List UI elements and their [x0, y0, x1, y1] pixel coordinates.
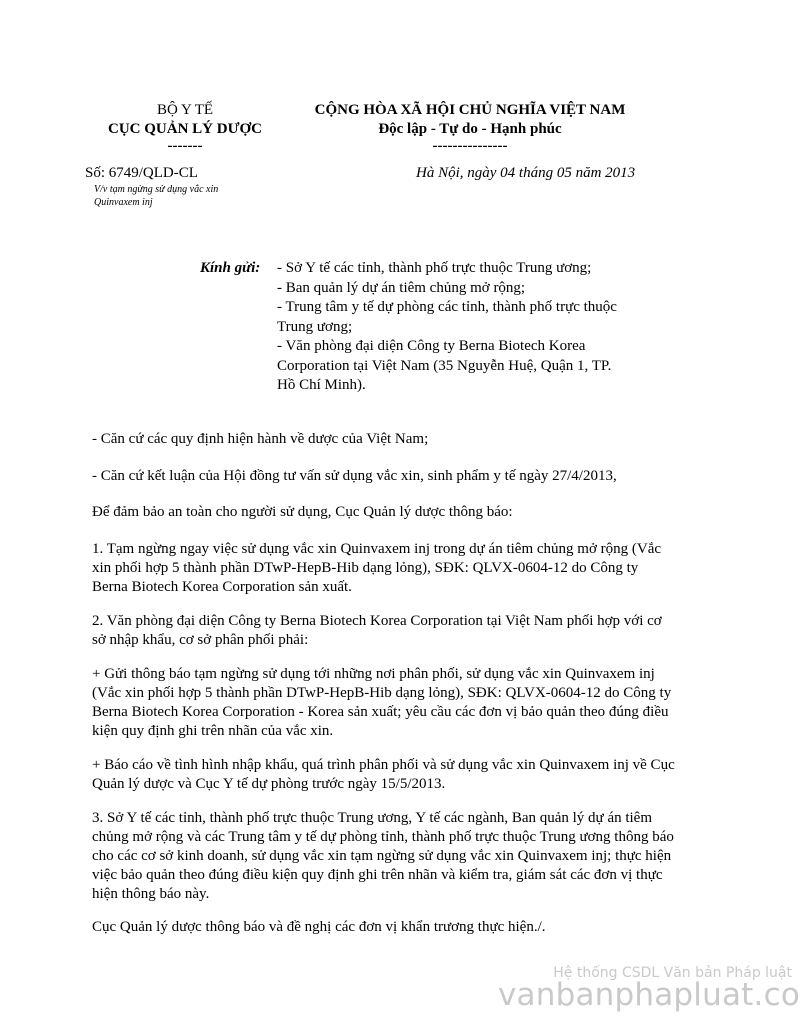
nation-title: CỘNG HÒA XÃ HỘI CHỦ NGHĨA VIỆT NAM: [314, 102, 626, 118]
national-header: [280, 101, 660, 153]
paragraph-line: Quản lý dược và Cục Y tế dự phòng trước ngày 15/5/2013.: [92, 776, 446, 792]
intro-paragraph: Để đảm bảo an toàn cho người sử dụng, Cục Quản lý dược thông báo:: [92, 504, 513, 520]
paragraph-line: chủng mở rộng và các Trung tâm y tế dự phòng tỉnh, thành phố trực thuộc Trung ương thông báo: [92, 829, 674, 845]
document-number: Số: 6749/QLD-CL: [85, 165, 198, 181]
paragraph-line: 3. Sở Y tế các tỉnh, thành phố trực thuộc Trung ương, Y tế các ngành, Ban quản lý dự án tiêm: [92, 810, 653, 826]
national-motto: Độc lập - Tự do - Hạnh phúc: [378, 121, 562, 137]
item-3: [92, 809, 712, 904]
recipient-line: - Sở Y tế các tỉnh, thành phố trực thuộc Trung ương;: [277, 260, 592, 276]
issuer-divider: -------: [167, 138, 203, 154]
paragraph-line: + Gửi thông báo tạm ngừng sử dụng tới những nơi phân phối, sử dụng vắc xin Quinvaxem inj: [92, 666, 655, 682]
paragraph-line: xin phối hợp 5 thành phần DTwP-HepB-Hib dạng lỏng), SĐK: QLVX-0604-12 do Công ty: [92, 560, 639, 576]
item-2a: [92, 665, 712, 741]
subject-line-1: V/v tạm ngừng sử dụng vắc xin: [94, 184, 219, 195]
department-name: CỤC QUẢN LÝ DƯỢC: [107, 121, 263, 137]
basis-2: - Căn cứ kết luận của Hội đồng tư vấn sử dụng vắc xin, sinh phẩm y tế ngày 27/4/2013,: [92, 468, 617, 484]
paragraph-line: Berna Biotech Korea Corporation - Korea sản xuất; yêu cầu các đơn vị bảo quản theo đúng điều: [92, 704, 669, 720]
item-1: [92, 540, 712, 597]
paragraph-line: sở nhập khẩu, cơ sở phân phối phải:: [92, 632, 309, 648]
watermark-caption: Hệ thống CSDL Văn bản Pháp luật: [553, 965, 792, 981]
issuer-header: [85, 101, 285, 153]
subject-line-2: Quinvaxem inj: [94, 197, 153, 208]
recipient-line: - Văn phòng đại diện Công ty Berna Biotech Korea: [277, 338, 586, 354]
recipients-list: [277, 259, 677, 396]
paragraph-line: cho các cơ sở kinh doanh, sử dụng vắc xin tạm ngừng sử dụng vắc xin Quinvaxem inj; thực hiện: [92, 848, 672, 864]
paragraph-line: 2. Văn phòng đại diện Công ty Berna Biotech Korea Corporation tại Việt Nam phối hợp với cơ: [92, 613, 662, 629]
place-date: Hà Nội, ngày 04 tháng 05 năm 2013: [416, 165, 636, 181]
recipient-line: Hồ Chí Minh).: [277, 377, 366, 393]
basis-1: - Căn cứ các quy định hiện hành về dược của Việt Nam;: [92, 431, 429, 447]
item-2: [92, 612, 712, 650]
watermark-site: vanbanphapluat.co: [498, 977, 800, 1013]
ministry-name: BỘ Y TẾ: [156, 102, 214, 118]
paragraph-line: (Vắc xin phối hợp 5 thành phần DTwP-HepB-Hib dạng lỏng), SĐK: QLVX-0604-12 do Công ty: [92, 685, 672, 701]
paragraph-line: kiện quy định ghi trên nhãn của vắc xin.: [92, 723, 334, 739]
closing-paragraph: Cục Quản lý dược thông báo và đề nghị các đơn vị khẩn trương thực hiện./.: [92, 919, 546, 935]
paragraph-line: 1. Tạm ngừng ngay việc sử dụng vắc xin Quinvaxem inj trong dự án tiêm chủng mở rộng (Vắc: [92, 541, 662, 557]
item-2b: [92, 756, 712, 794]
recipient-line: - Trung tâm y tế dự phòng các tỉnh, thành phố trực thuộc: [277, 299, 617, 315]
recipient-line: Corporation tại Việt Nam (35 Nguyễn Huệ, Quận 1, TP.: [277, 357, 612, 374]
motto-divider: ---------------: [432, 138, 508, 154]
recipient-line: - Ban quản lý dự án tiêm chủng mở rộng;: [277, 279, 526, 296]
paragraph-line: hiện thông báo này.: [92, 886, 210, 902]
paragraph-line: Berna Biotech Korea Corporation sản xuất.: [92, 579, 352, 595]
recipient-line: Trung ương;: [277, 318, 353, 335]
paragraph-line: việc bảo quản theo đúng điều kiện quy định ghi trên nhãn và kiểm tra, giám sát các đơn vị thực: [92, 867, 663, 883]
recipients-label: Kính gửi:: [200, 260, 261, 276]
paragraph-line: + Báo cáo về tình hình nhập khẩu, quá trình phân phối và sử dụng vắc xin Quinvaxem inj về Cục: [92, 757, 675, 773]
